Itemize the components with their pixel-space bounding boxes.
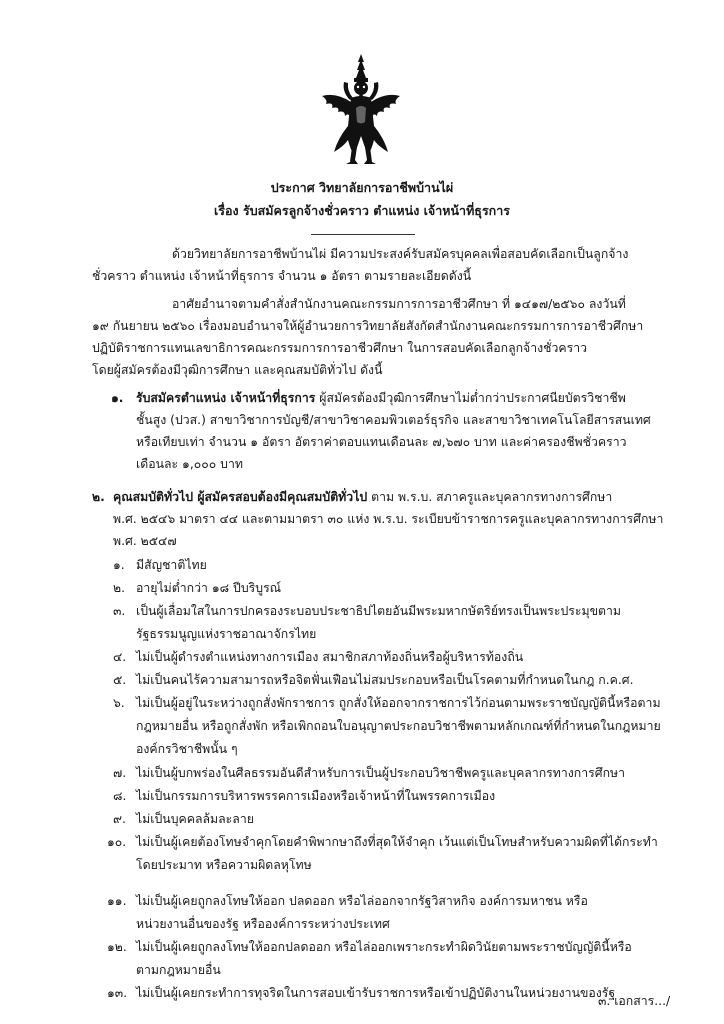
announcement-subject: เรื่อง รับสมัครลูกจ้างชั่วคราว ตำแหน่ง เจ้าหน้าที่ธุรการ [214, 203, 510, 218]
qualification-text: ไม่เป็นผู้บกพร่องในศีลธรรมอันดีสำหรับการเป็นผู้ประกอบวิชาชีพครูและบุคลากรทางการศึกษา [136, 766, 626, 780]
qualification-text: อายุไม่ต่ำกว่า ๑๘ ปีบริบูรณ์ [136, 581, 282, 595]
qualification-number: ๙. [113, 812, 126, 826]
qualification-text: ไม่เป็นผู้ดำรงตำแหน่งทางการเมือง สมาชิกสภาท้องถิ่นหรือผู้บริหารท้องถิ่น [136, 650, 524, 664]
qualification-text: เป็นผู้เลื่อมใสในการปกครองระบอบประชาธิปไตยอันมีพระมหากษัตริย์ทรงเป็นพระประมุขตาม [136, 604, 622, 618]
qualification-text: ไม่เป็นผู้เคยถูกลงโทษให้ออกปลดออก หรือไล่ออกเพราะกระทำผิดวินัยตามพระราชบัญญัตินี้หรือ [136, 940, 632, 954]
qualification-text: องค์กรวิชาชีพนั้น ๆ [136, 742, 238, 756]
section-2-first-line [113, 489, 612, 505]
announcement-title: ประกาศ วิทยาลัยการอาชีพบ้านไผ่ [270, 180, 454, 195]
qualification-number: ๕. [113, 673, 127, 687]
qualification-text: โดยประมาท หรือความผิดลหุโทษ [136, 858, 312, 872]
qualification-number: ๑๐. [107, 835, 127, 849]
section-2-line: พ.ศ. ๒๕๔๖ มาตรา ๔๔ และตามมาตรา ๓๐ แห่ง พ.ร.บ. ระเบียบข้าราชการครูและบุคลากรทางการศึกษา [113, 512, 664, 526]
authority-line: อาศัยอำนาจตามคำสั่งสำนักงานคณะกรรมการการอาชีวศึกษา ที่ ๑๔๑๗/๒๕๖๐ ลงวันที่ [172, 297, 626, 311]
section-2-number: ๒. [92, 490, 105, 504]
qualification-text: ไม่เป็นผู้เคยถูกลงโทษให้ออก ปลดออก หรือไล่ออกจากรัฐวิสาหกิจ องค์การมหาชน หรือ [136, 894, 588, 908]
continuation-note: ๓. เอกสาร.../ [598, 994, 671, 1008]
qualification-text: ตามกฎหมายอื่น [136, 963, 221, 977]
garuda-emblem-icon [318, 52, 404, 168]
title-divider [311, 234, 415, 235]
section-2-heading: คุณสมบัติทั่วไป ผู้สมัครสอบต้องมีคุณสมบัติทั่วไป [113, 490, 368, 504]
qualification-text: ไม่เป็นบุคคลล้มละลาย [136, 812, 254, 826]
qualification-number: ๒. [113, 581, 126, 595]
qualification-number: ๑๓. [107, 986, 128, 1000]
qualification-text: มีสัญชาติไทย [136, 558, 207, 572]
qualification-text: รัฐธรรมนูญแห่งราชอาณาจักรไทย [136, 627, 317, 641]
section-1-heading: รับสมัครตำแหน่ง เจ้าหน้าที่ธุรการ [136, 391, 316, 405]
authority-line: ปฏิบัติราชการแทนเลขาธิการคณะกรรมการการอาชีวศึกษา ในการสอบคัดเลือกลูกจ้างชั่วคราว [92, 341, 588, 355]
qualification-text: ไม่เป็นผู้เคยกระทำการทุจริตในการสอบเข้ารับราชการหรือเข้าปฏิบัติงานในหน่วยงานของรัฐ [136, 986, 616, 1000]
qualification-number: ๘. [113, 789, 127, 803]
section-2-line: พ.ศ. ๒๕๔๗ [113, 534, 177, 548]
qualification-text: ไม่เป็นผู้อยู่ในระหว่างถูกสั่งพักราชการ ถูกสั่งให้ออกจากราชการไว้ก่อนตามพระราชบัญญัตินี้หรือตาม [136, 696, 661, 710]
section-1-line: เดือนละ ๑,๐๐๐ บาท [136, 457, 243, 471]
qualification-number: ๔. [113, 650, 127, 664]
section-1-text: ผู้สมัครต้องมีวุฒิการศึกษาไม่ต่ำกว่าประกาศนียบัตรวิชาชีพ [315, 391, 626, 405]
section-1-line: ชั้นสูง (ปวส.) สาขาวิชาการบัญชี/สาขาวิชาคอมพิวเตอร์ธุรกิจ และสาขาวิชาเทคโนโลยีสารสนเทศ [136, 413, 651, 427]
section-1-line: หรือเทียบเท่า จำนวน ๑ อัตรา อัตราค่าตอบแทนเดือนละ ๗,๖๗๐ บาท และค่าครองชีพชั่วคราว [136, 435, 627, 449]
authority-line: โดยผู้สมัครต้องมีวุฒิการศึกษา และคุณสมบัติทั่วไป ดังนี้ [92, 363, 383, 377]
qualification-number: ๑๒. [107, 940, 127, 954]
section-1-first-line [136, 390, 626, 406]
qualification-number: ๑๑. [107, 894, 127, 908]
intro-line: ด้วยวิทยาลัยการอาชีพบ้านไผ่ มีความประสงค์รับสมัครบุคคลเพื่อสอบคัดเลือกเป็นลูกจ้าง [172, 247, 629, 261]
qualification-text: ไม่เป็นกรรมการบริหารพรรคการเมืองหรือเจ้าหน้าที่ในพรรคการเมือง [136, 789, 496, 803]
section-2-text: ตาม พ.ร.บ. สภาครูและบุคลากรทางการศึกษา [367, 490, 613, 504]
qualification-number: ๖. [113, 696, 125, 710]
qualification-text: ไม่เป็นคนไร้ความสามารถหรือจิตฟั่นเฟือนไม่สมประกอบหรือเป็นโรคตามที่กำหนดในกฎ ก.ค.ศ. [136, 673, 634, 687]
qualification-number: ๗. [113, 766, 127, 780]
qualification-text: หน่วยงานอื่นของรัฐ หรือองค์การระหว่างประเทศ [136, 917, 390, 931]
authority-line: ๑๙ กันยายน ๒๕๖๐ เรื่องมอบอำนาจให้ผู้อำนวยการวิทยาลัยสังกัดสำนักงานคณะกรรมการการอาชีวศึกษา [92, 319, 644, 333]
qualification-number: ๓. [113, 604, 126, 618]
intro-line: ชั่วคราว ตำแหน่ง เจ้าหน้าที่ธุรการ จำนวน ๑ อัตรา ตามรายละเอียดดังนี้ [92, 269, 472, 283]
qualification-text: ไม่เป็นผู้เคยต้องโทษจำคุกโดยคำพิพากษาถึงที่สุดให้จำคุก เว้นแต่เป็นโทษสำหรับความผิดที่ได้กระทำ [136, 835, 658, 849]
qualification-text: กฎหมายอื่น หรือถูกสั่งพัก หรือเพิกถอนใบอนุญาตประกอบวิชาชีพตามหลักเกณฑ์ที่กำหนดในกฎหมาย [136, 719, 661, 733]
section-1-number: ๑. [111, 391, 124, 405]
qualification-number: ๑. [113, 558, 125, 572]
